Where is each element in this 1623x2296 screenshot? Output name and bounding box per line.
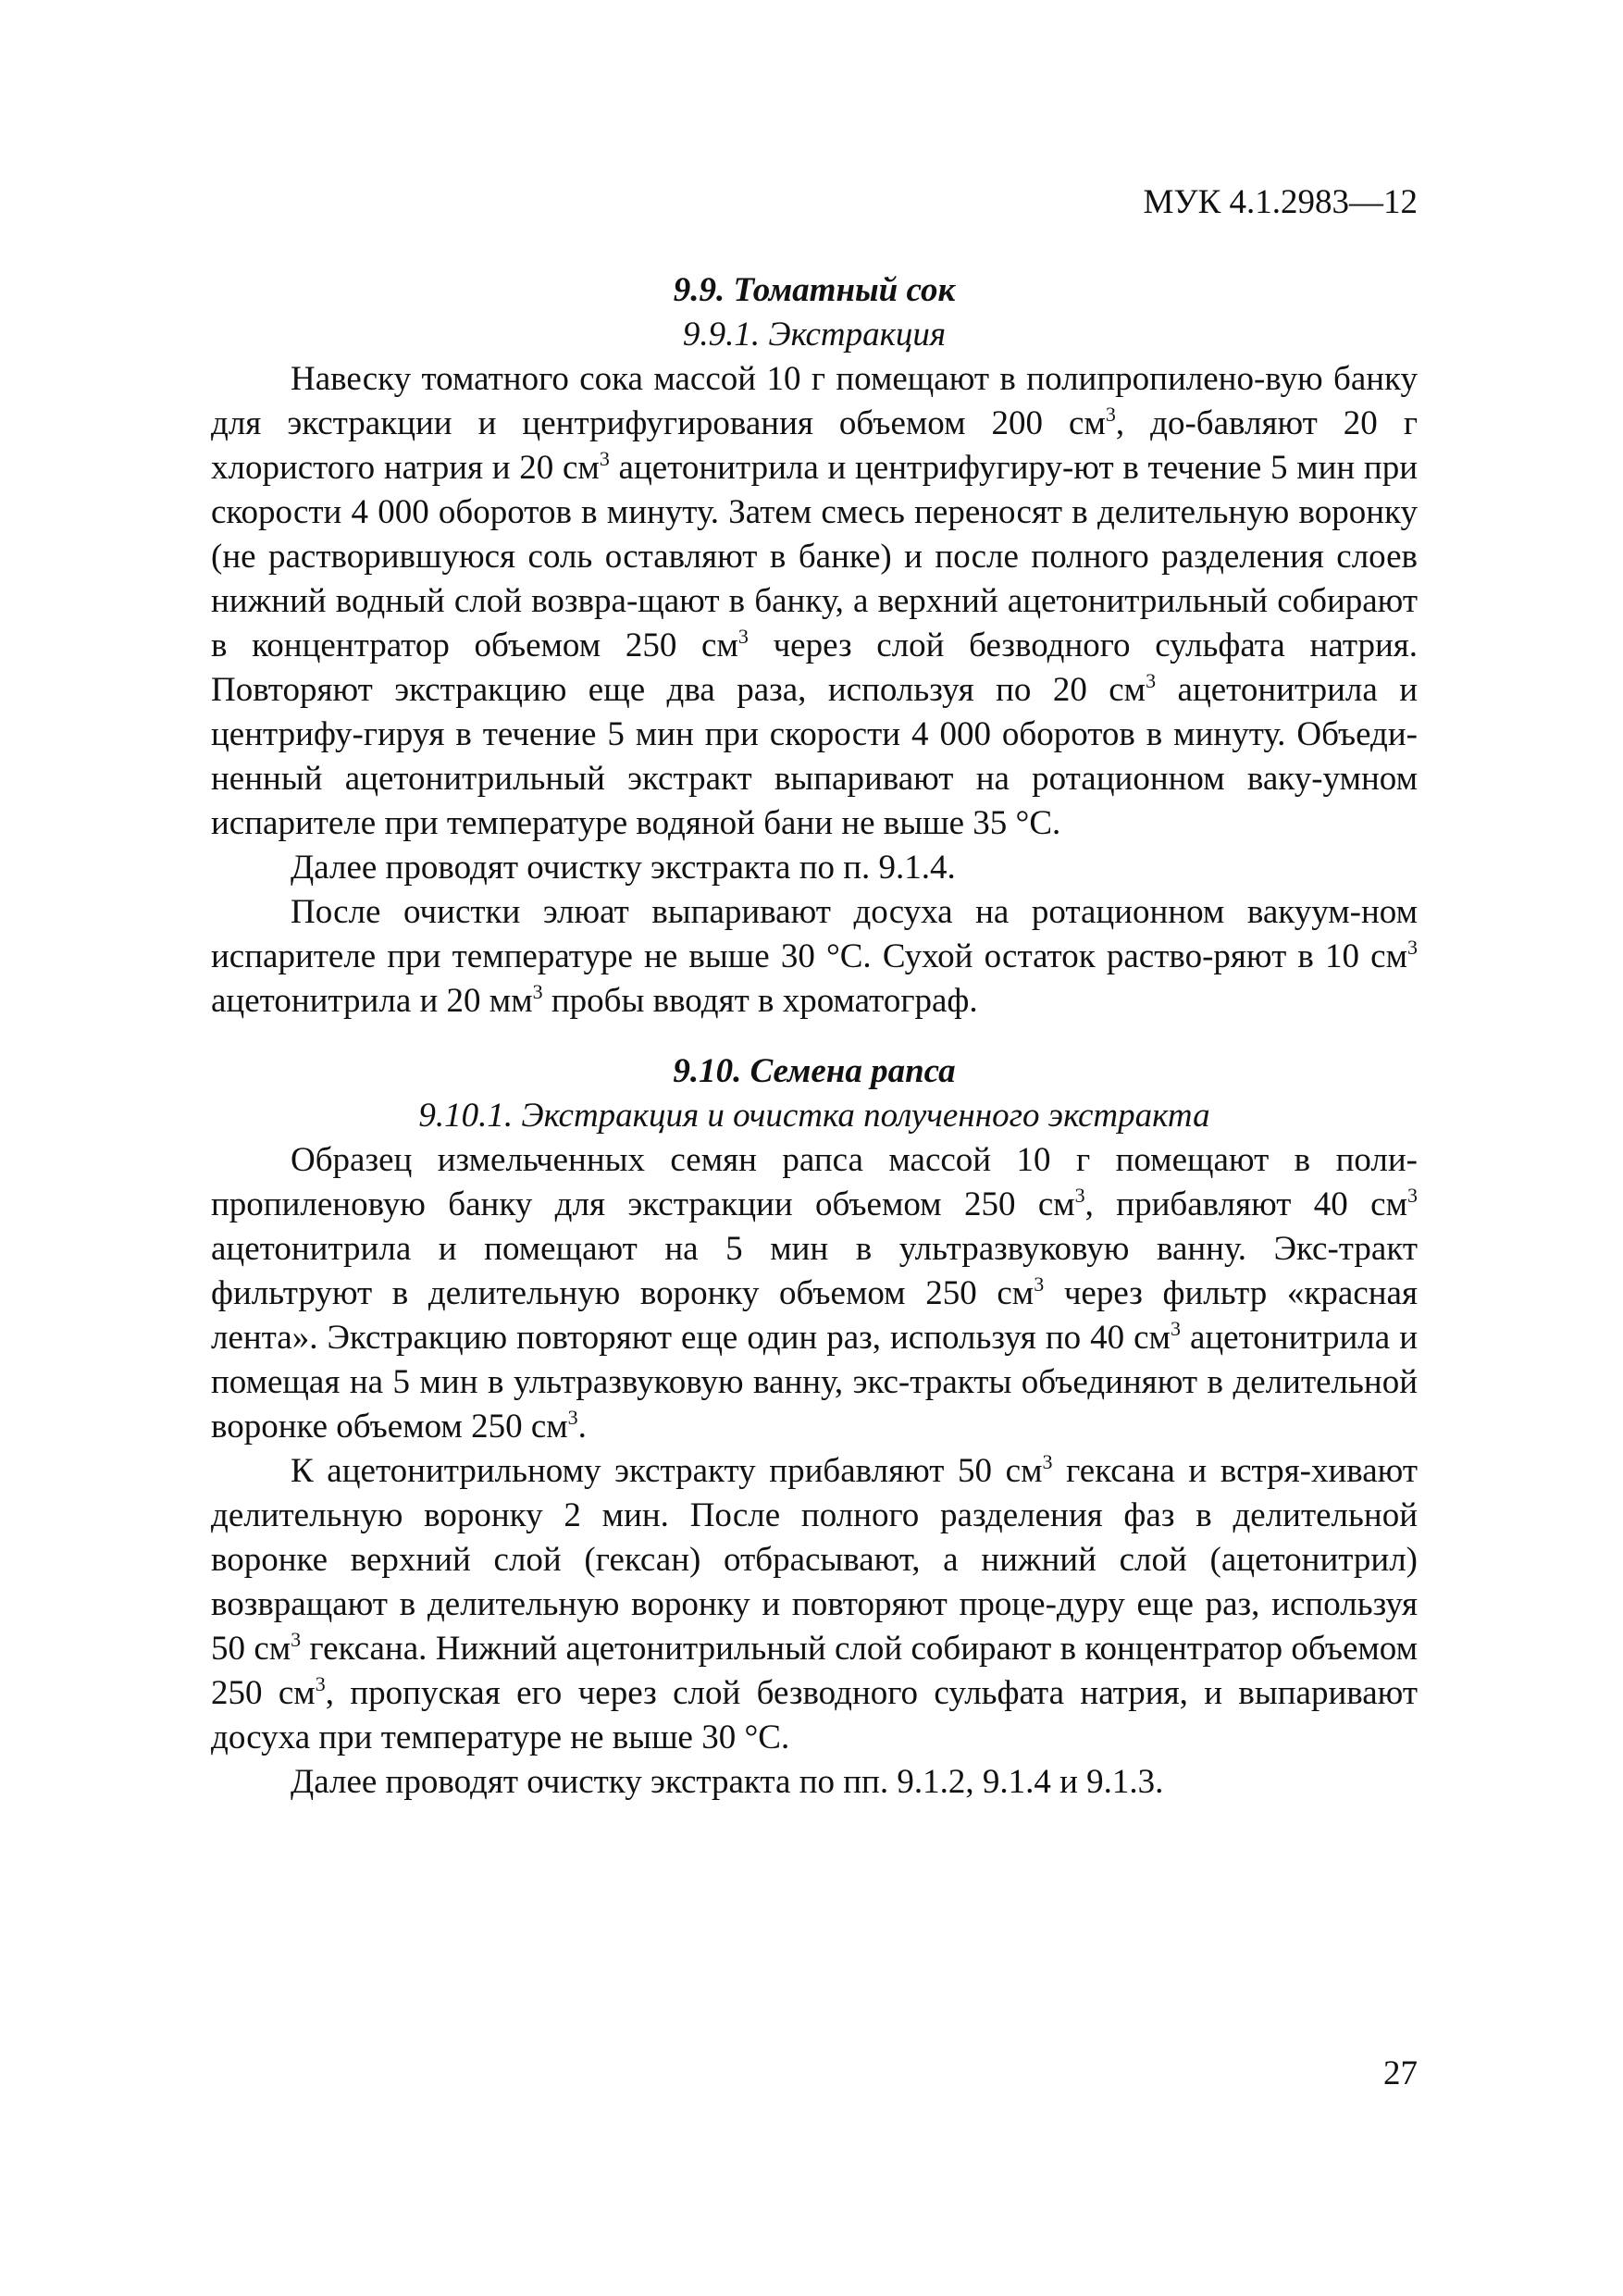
subsection-heading-9-9-1: 9.9.1. Экстракция (682, 316, 947, 354)
document-code: МУК 4.1.2983—12 (1143, 183, 1418, 221)
paragraph-extraction-rapeseed: Образец измельченных семян рапса массой 10 г помещают в поли-пропиленовую банку для экстракции объемом 250 $см^3$, прибавляют 40 $см^3$ ацетонитрила и помещают на 5 мин в ультразвуковую ванну. Экс-тракт фильтруют в делительную воронку объемом 250 $см^3$ через фильтр «красная лента». Экстракцию повторяют еще один раз, используя по 40 $см^3$ ацетонитрила и помещая на 5 мин в ультразвуковую ванну, экс-тракты объединяют в делительной воронке объемом 250 $см^3$. (211, 1141, 1418, 1446)
page-content (211, 268, 1418, 1805)
paragraph-extraction-tomato: Навеску томатного сока массой 10 г помещают в полипропилено-вую банку для экстракции и центрифугирования объемом 200 $см^3$, до-бавляют 20 г хлористого натрия и 20 $см^3$ ацетонитрила и центрифугиру-ют в течение 5 мин при скорости 4 000 оборотов в минуту. Затем смесь переносят в делительную воронку (не растворившуюся соль оставляют в банке) и после полного разделения слоев нижний водный слой возвра-щают в банку, а верхний ацетонитрильный собирают в концентратор объемом 250 $см^3$ через слой безводного сульфата натрия. Повторяют экстракцию еще два раза, используя по 20 $см^3$ ацетонитрила и центрифу-гируя в течение 5 мин при скорости 4 000 оборотов в минуту. Объеди-ненный ацетонитрильный экстракт выпаривают на ротационном ваку-умном испарителе при температуре водяной бани не выше 35 °С. (211, 360, 1419, 842)
paragraph-cleanup-reference: Далее проводят очистку экстракта по п. 9.1.4. (291, 849, 956, 887)
section-heading-9-9: 9.9. Томатный сок (673, 271, 956, 309)
page-number: 27 (1383, 2054, 1418, 2092)
paragraph-hexane-partition: К ацетонитрильному экстракту прибавляют 50 $см^3$ гексана и встря-хивают делительную воронку 2 мин. После полного разделения фаз в делительной воронке верхний слой (гексан) отбрасывают, а нижний слой (ацетонитрил) возвращают в делительную воронку и повторяют проце-дуру еще раз, используя 50 $см^3$ гексана. Нижний ацетонитрильный слой собирают в концентратор объемом 250 $см^3$, пропуская его через слой безводного сульфата натрия, и выпаривают досуха при температуре не выше 30 °С. (211, 1450, 1418, 1756)
paragraph-evaporation: После очистки элюат выпаривают досуха на ротационном вакуум-ном испарителе при температуре не выше 30 °С. Сухой остаток раство-ряют в 10 $см^3$ ацетонитрила и 20 $мм^3$ пробы вводят в хроматограф. (211, 893, 1418, 1020)
subsection-heading-9-10-1: 9.10.1. Экстракция и очистка полученного экстракта (418, 1097, 1210, 1135)
paragraph-cleanup-references: Далее проводят очистку экстракта по пп. 9.1.2, 9.1.4 и 9.1.3. (291, 1763, 1164, 1801)
section-heading-9-10: 9.10. Семена рапса (673, 1052, 956, 1090)
